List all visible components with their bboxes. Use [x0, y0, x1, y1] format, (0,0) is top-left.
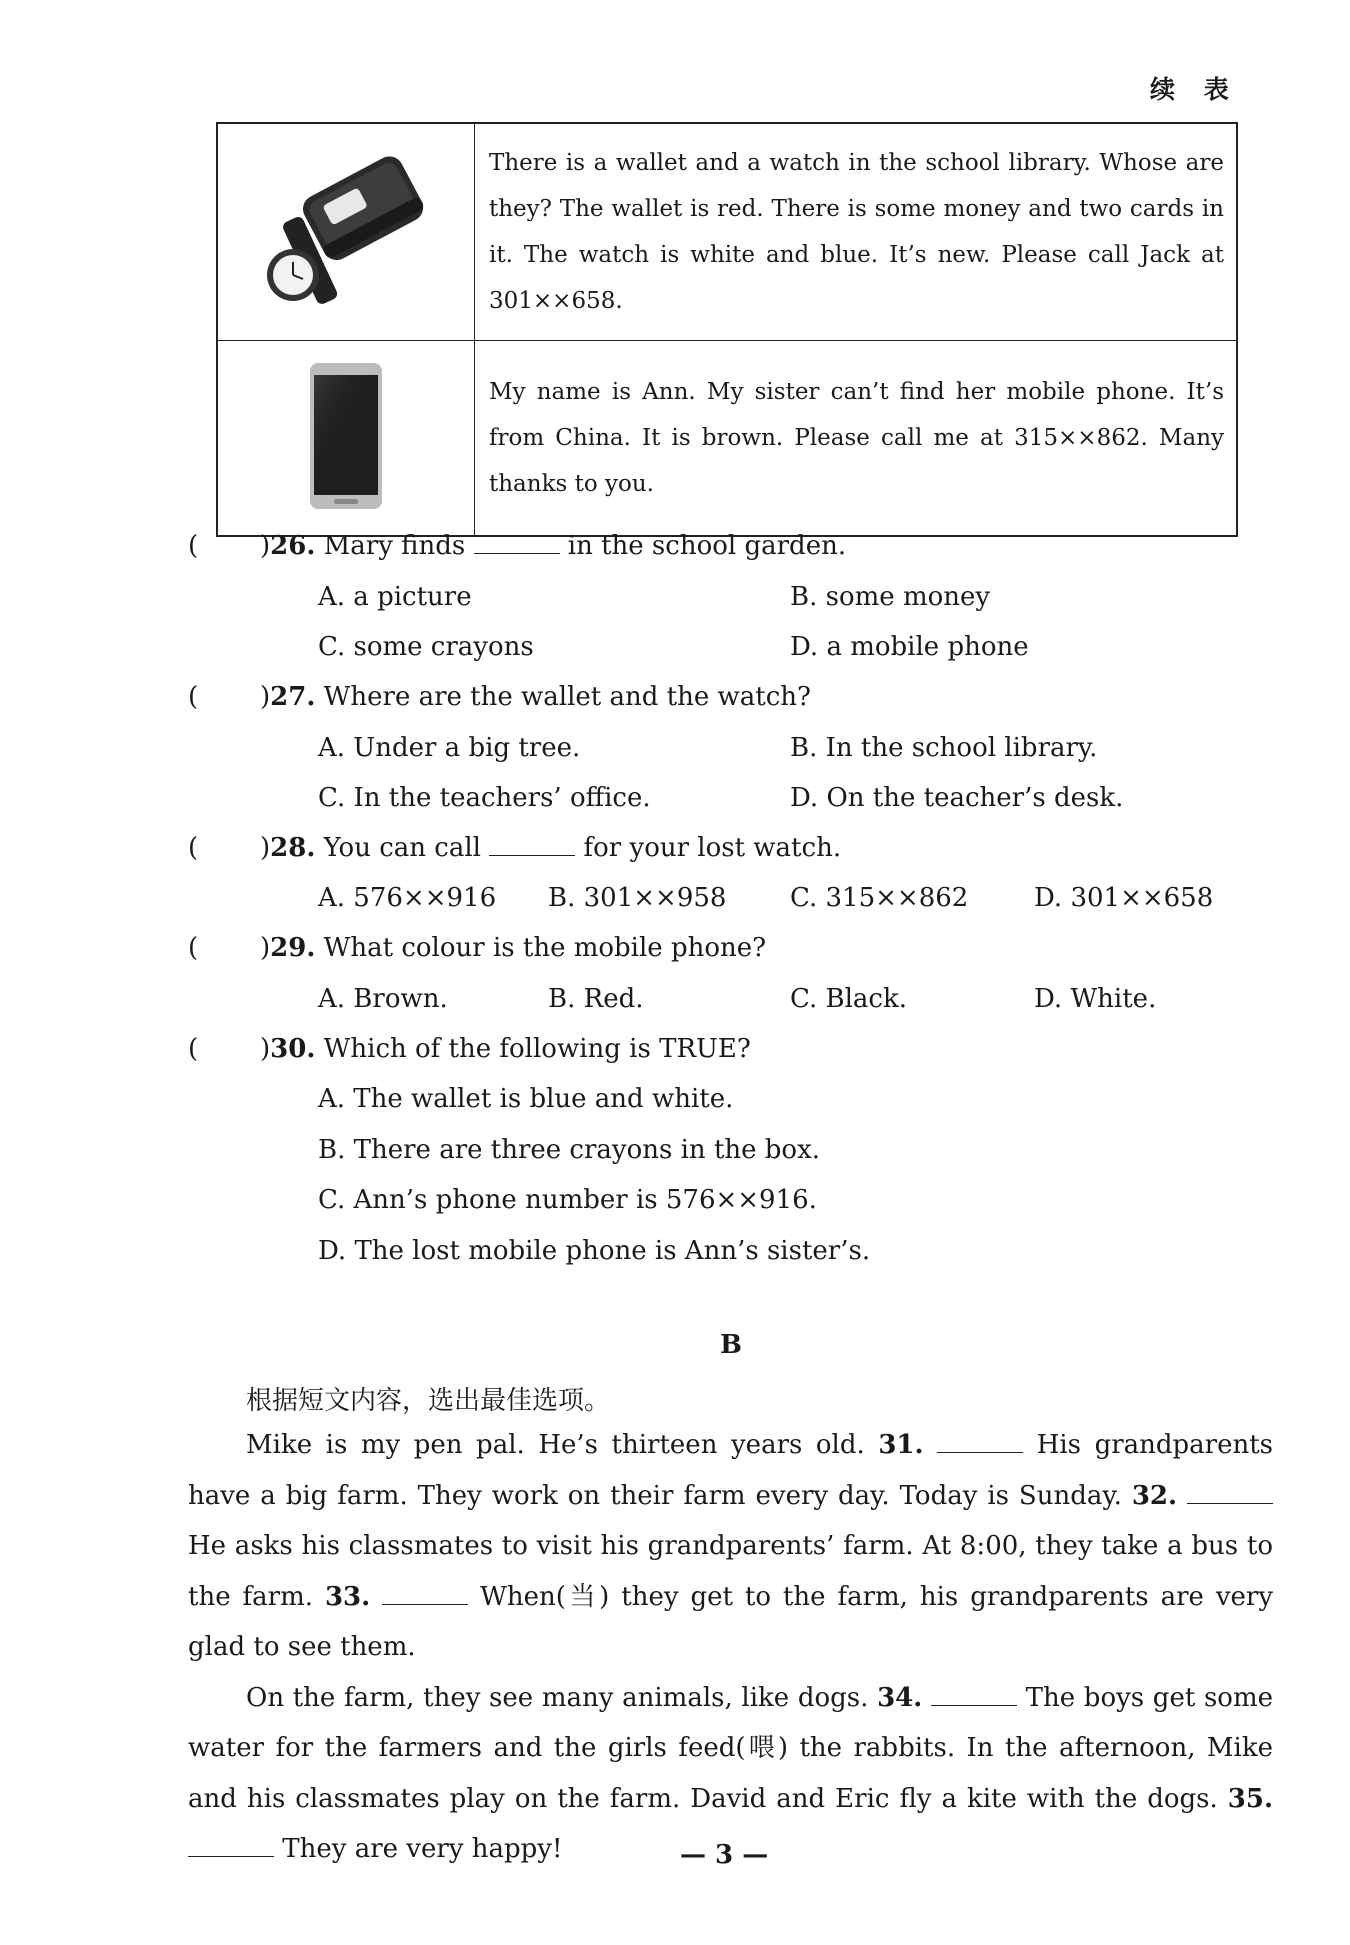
- passage-text: On the farm, they see many animals, like dogs.: [246, 1682, 869, 1713]
- wallet-watch-image-cell: [217, 123, 475, 341]
- option: B. In the school library.: [790, 733, 1098, 763]
- option: D. a mobile phone: [790, 632, 1029, 662]
- blank-number: 35.: [1227, 1783, 1273, 1814]
- option: C. Ann’s phone number is 576××916.: [318, 1185, 817, 1215]
- answer-blank[interactable]: [489, 833, 575, 856]
- passage-text: His grandparents have a big farm. They work on their farm every day. Today is Sunday.: [188, 1430, 1274, 1511]
- answer-blank[interactable]: [474, 531, 560, 554]
- question-stem-post: in the school garden.: [567, 531, 847, 561]
- section-instruction: 根据短文内容，选出最佳选项。: [246, 1386, 611, 1416]
- answer-paren-open: (: [188, 1034, 199, 1064]
- passage-text: When(当) they get to the farm, his grandparents are very glad to see them.: [188, 1581, 1274, 1662]
- question-stem: Which of the following is TRUE?: [323, 1034, 751, 1064]
- option: D. On the teacher’s desk.: [790, 783, 1124, 813]
- answer-paren-close: ): [260, 531, 271, 561]
- question-stem-pre: You can call: [323, 833, 481, 863]
- blank-number: 32.: [1131, 1480, 1178, 1511]
- option: A. The wallet is blue and white.: [318, 1084, 734, 1114]
- passage-text: They are very happy!: [282, 1834, 563, 1864]
- question-number: 30.: [270, 1034, 316, 1064]
- option: B. some money: [790, 582, 991, 612]
- page-number: — 3 —: [680, 1840, 769, 1870]
- option: D. 301××658: [1034, 883, 1214, 913]
- answer-blank[interactable]: [1187, 1481, 1273, 1504]
- question-number: 27.: [270, 682, 316, 712]
- passage-text: The boys get some water for the farmers and the girls feed(喂) the rabbits. In the afternoon, Mike and his classmates play on the farm. David and Eric fly a kite with the dogs.: [188, 1682, 1273, 1814]
- option: A. Brown.: [318, 984, 448, 1014]
- phone-image-cell: [217, 341, 475, 537]
- answer-blank[interactable]: [937, 1430, 1023, 1453]
- answer-paren-close: ): [260, 933, 271, 963]
- option: C. 315××862: [790, 883, 969, 913]
- notice-text: There is a wallet and a watch in the school library. Whose are they? The wallet is red. There is some money and two cards in it. The watch is white and blue. It’s new. Please call Jack at 301××658.: [475, 123, 1238, 341]
- answer-paren-open: (: [188, 531, 199, 561]
- passage-text: Mike is my pen pal. He’s thirteen years old.: [246, 1430, 865, 1460]
- lost-and-found-table: [216, 122, 1238, 537]
- blank-number: 34.: [877, 1682, 923, 1713]
- notice-row: [217, 123, 1237, 341]
- notice-text: My name is Ann. My sister can’t find her mobile phone. It’s from China. It is brown. Please call me at 315××862. Many thanks to you.: [475, 341, 1238, 537]
- option: D. The lost mobile phone is Ann’s sister’s.: [318, 1236, 871, 1266]
- section-title: B: [720, 1330, 742, 1360]
- option: C. Black.: [790, 984, 907, 1014]
- question-number: 29.: [270, 933, 316, 963]
- notice-row: [217, 341, 1237, 537]
- option: C. some crayons: [318, 632, 534, 662]
- question-stem: What colour is the mobile phone?: [323, 933, 767, 963]
- reading-passage: [188, 1420, 1273, 1875]
- option: A. a picture: [318, 582, 472, 612]
- passage-paragraph: [188, 1420, 1273, 1673]
- option: B. Red.: [548, 984, 644, 1014]
- answer-paren-open: (: [188, 933, 199, 963]
- question-stem: Where are the wallet and the watch?: [323, 682, 811, 712]
- blank-number: 33.: [324, 1581, 371, 1612]
- option: D. White.: [1034, 984, 1157, 1014]
- question-number: 26.: [270, 531, 316, 561]
- answer-blank[interactable]: [188, 1834, 274, 1857]
- option: B. There are three crayons in the box.: [318, 1135, 821, 1165]
- answer-blank[interactable]: [382, 1582, 468, 1605]
- answer-paren-close: ): [260, 1034, 271, 1064]
- answer-paren-close: ): [260, 682, 271, 712]
- option: A. 576××916: [318, 883, 497, 913]
- question-number: 28.: [270, 833, 316, 863]
- answer-paren-open: (: [188, 833, 199, 863]
- continued-label: 续 表: [1150, 75, 1239, 104]
- answer-paren-close: ): [260, 833, 271, 863]
- option: A. Under a big tree.: [318, 733, 581, 763]
- question-stem-pre: Mary finds: [323, 531, 466, 561]
- wallet-and-watch-icon: [251, 145, 441, 315]
- passage-text: He asks his classmates to visit his grandparents’ farm. At 8:00, they take a bus to the farm.: [188, 1531, 1273, 1612]
- mobile-phone-icon: [306, 361, 386, 511]
- answer-blank[interactable]: [931, 1683, 1017, 1706]
- option: B. 301××958: [548, 883, 727, 913]
- answer-paren-open: (: [188, 682, 199, 712]
- blank-number: 31.: [878, 1430, 924, 1460]
- question-stem-post: for your lost watch.: [583, 833, 842, 863]
- option: C. In the teachers’ office.: [318, 783, 651, 813]
